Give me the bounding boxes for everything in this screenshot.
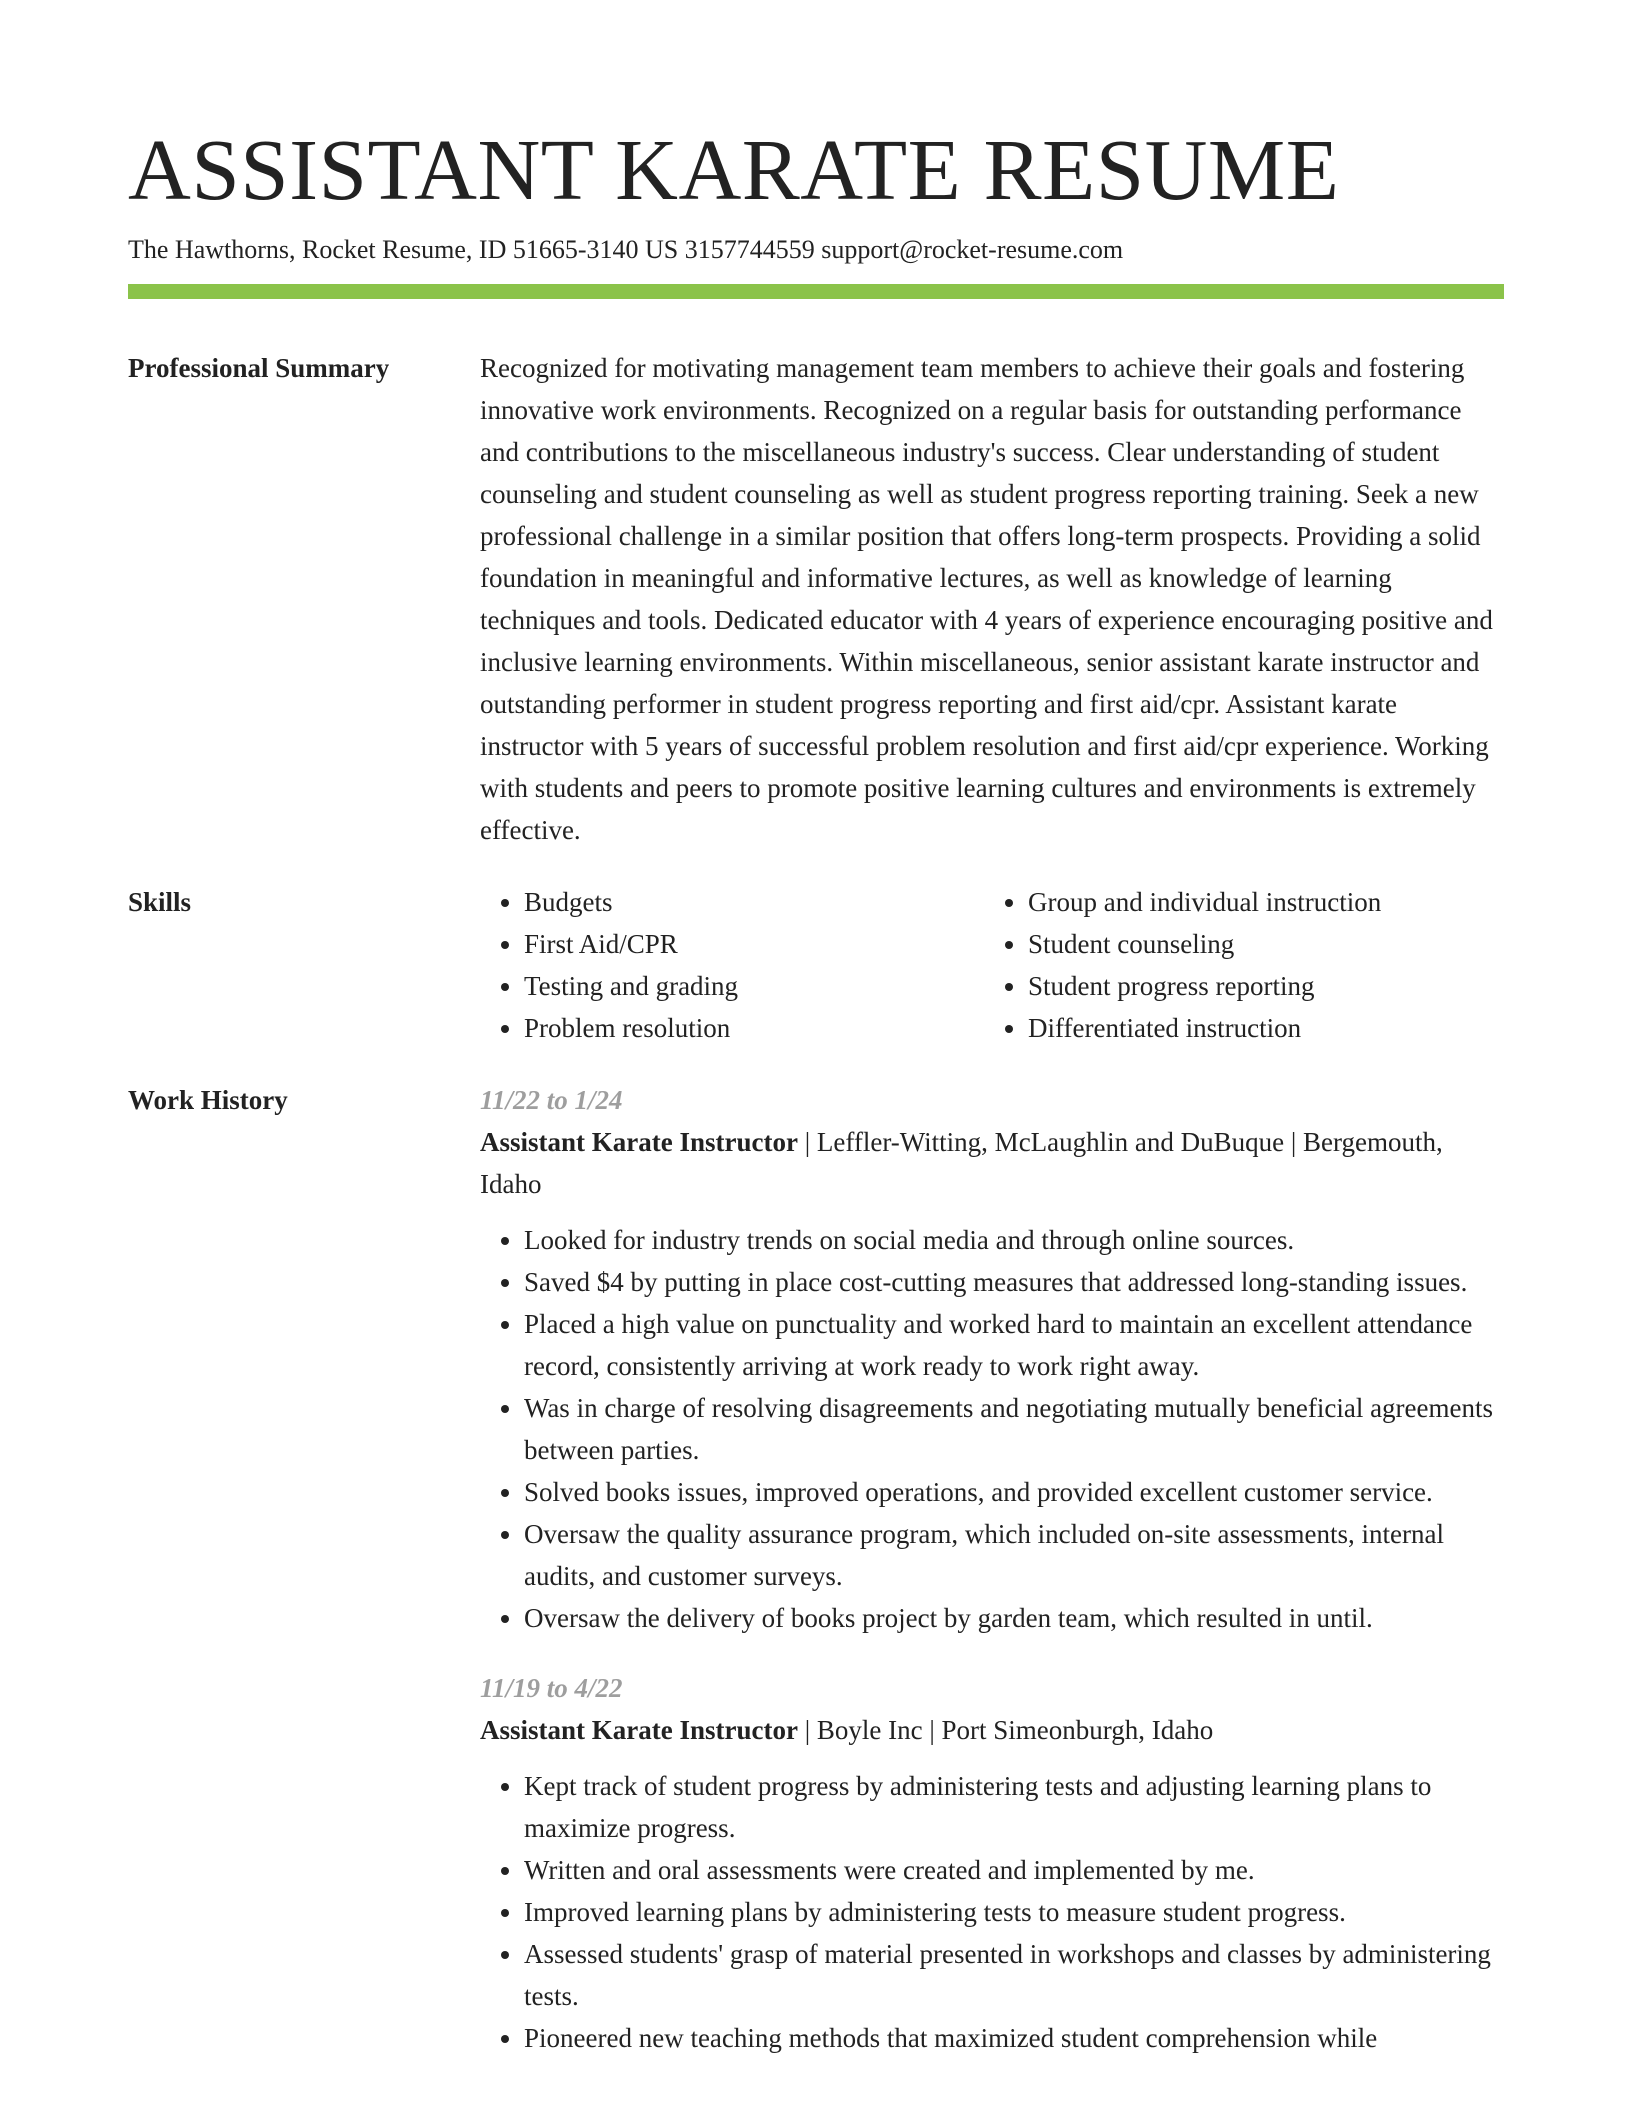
resume-page <box>128 0 1504 2059</box>
skills-section <box>128 881 1504 1049</box>
job-bullets <box>480 1765 1504 2059</box>
job-title: Assistant Karate Instructor <box>480 1127 798 1157</box>
job-entry <box>480 1079 1504 1639</box>
job-bullet: • Placed a high value on punctuality and worked hard to maintain an excellent attendance record, consistently arriving at work ready to work right away. <box>524 1303 1504 1387</box>
job-bullet: • Saved $4 by putting in place cost-cutting measures that addressed long-standing issues. <box>524 1261 1504 1303</box>
job-bullet: • Looked for industry trends on social media and through online sources. <box>524 1219 1504 1261</box>
summary-section <box>128 347 1504 851</box>
section-label-summary: Professional Summary <box>128 353 390 383</box>
skill-item: • Student progress reporting <box>1028 965 1488 1007</box>
skill-item: • Differentiated instruction <box>1028 1007 1488 1049</box>
job-heading <box>480 1121 1504 1205</box>
job-title: Assistant Karate Instructor <box>480 1715 798 1745</box>
job-bullet: • Solved books issues, improved operations, and provided excellent customer service. <box>524 1471 1504 1513</box>
skill-item: • Problem resolution <box>524 1007 984 1049</box>
skills-list-left <box>480 881 984 1049</box>
work-history-section <box>128 1079 1504 2059</box>
contact-line: The Hawthorns, Rocket Resume, ID 51665-3140 US 3157744559 support@rocket-resume.com <box>128 235 1124 264</box>
skill-item: • Group and individual instruction <box>1028 881 1488 923</box>
job-dates: 11/22 to 1/24 <box>480 1085 623 1115</box>
skill-item: • Student counseling <box>1028 923 1488 965</box>
section-label-skills: Skills <box>128 887 192 917</box>
job-bullet: • Kept track of student progress by administering tests and adjusting learning plans to maximize progress. <box>524 1765 1504 1849</box>
job-details: | Boyle Inc | Port Simeonburgh, Idaho <box>797 1715 1214 1745</box>
job-heading <box>480 1709 1504 1751</box>
header-divider <box>128 284 1504 299</box>
job-bullet: • Assessed students' grasp of material presented in workshops and classes by administering tests. <box>524 1933 1504 2017</box>
job-entry <box>480 1667 1504 2059</box>
skill-item: • Budgets <box>524 881 984 923</box>
job-bullet: • Oversaw the quality assurance program, which included on-site assessments, internal audits, and customer surveys. <box>524 1513 1504 1597</box>
job-bullet: • Improved learning plans by administering tests to measure student progress. <box>524 1891 1504 1933</box>
job-bullet: • Pioneered new teaching methods that maximized student comprehension while <box>524 2017 1504 2059</box>
job-details: | Leffler-Witting, McLaughlin and DuBuque | Bergemouth, Idaho <box>480 1127 1443 1199</box>
job-dates: 11/19 to 4/22 <box>480 1673 623 1703</box>
resume-title: ASSISTANT KARATE RESUME <box>128 121 1340 218</box>
job-bullet: • Was in charge of resolving disagreements and negotiating mutually beneficial agreements between parties. <box>524 1387 1504 1471</box>
summary-text: Recognized for motivating management team members to achieve their goals and fostering innovative work environments. Recognized on a regular basis for outstanding performance and contributions to the miscellaneous industry's success. Clear understanding of student counseling and student counseling as well as student progress reporting training. Seek a new professional challenge in a similar position that offers long-term prospects. Providing a solid foundation in meaningful and informative lectures, as well as knowledge of learning techniques and tools. Dedicated educator with 4 years of experience encouraging positive and inclusive learning environments. Within miscellaneous, senior assistant karate instructor and outstanding performer in student progress reporting and first aid/cpr. Assistant karate instructor with 5 years of successful problem resolution and first aid/cpr experience. Working with students and peers to promote positive learning cultures and environments is extremely effective. <box>480 353 1493 845</box>
skills-list-right <box>984 881 1488 1049</box>
skill-item: • Testing and grading <box>524 965 984 1007</box>
job-bullets <box>480 1219 1504 1639</box>
section-label-work-history: Work History <box>128 1085 288 1115</box>
skills-grid <box>480 881 1504 1049</box>
job-bullet: • Written and oral assessments were created and implemented by me. <box>524 1849 1504 1891</box>
job-bullet: • Oversaw the delivery of books project by garden team, which resulted in until. <box>524 1597 1504 1639</box>
skill-item: • First Aid/CPR <box>524 923 984 965</box>
